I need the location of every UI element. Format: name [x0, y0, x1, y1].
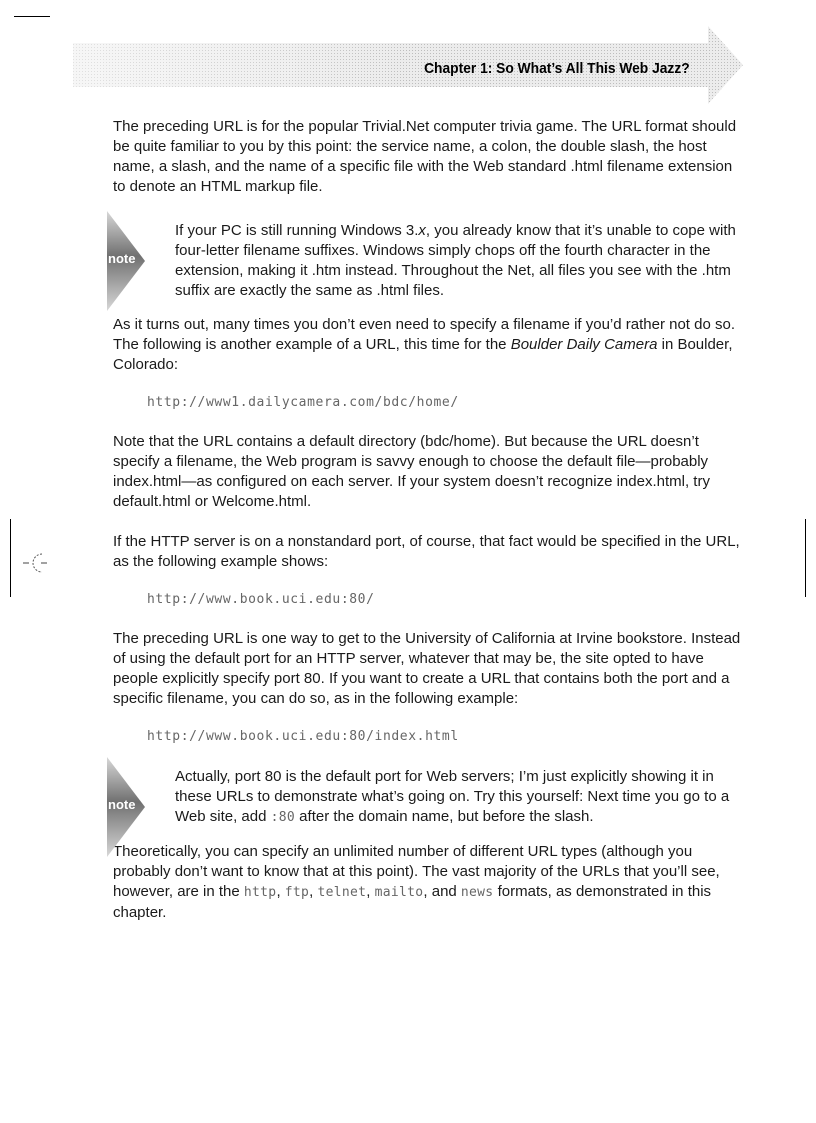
note-label: note — [108, 251, 136, 266]
paragraph — [113, 842, 743, 923]
margin-rule-right — [805, 519, 806, 597]
note-block — [108, 767, 743, 828]
paragraph: The preceding URL is one way to get to the University of California at Irvine bookstore. Instead of using the default port for an HTTP server, whatever that may be, the site opted to have people explicitly specify port 80. If you want to create a URL that contains both the port and a specific filename, you can do so, as in the following example: — [113, 630, 741, 707]
paragraph: Note that the URL contains a default directory (bdc/home). But because the URL doesn’t specify a filename, the Web program is savvy enough to choose the default file—probably index.html—as configured on each server. If your system doesn’t recognize index.html, try default.html or Welcome.html. — [113, 433, 710, 510]
code-example: http://www1.dailycamera.com/bdc/home/ — [147, 395, 459, 410]
inline-code: telnet — [317, 885, 367, 900]
registration-mark-icon — [22, 548, 48, 578]
paragraph-part: , — [276, 883, 285, 900]
note-block — [108, 221, 743, 301]
note-text — [175, 221, 743, 301]
chapter-header-banner — [73, 26, 743, 104]
note-text-part: If your PC is still running Windows 3. — [175, 222, 419, 239]
code-example: http://www.book.uci.edu:80/ — [147, 592, 375, 607]
paragraph-part: Theoretically, you can specify an unlimited number of different URL types (although you probably don’t want to know that at this point). The vast majority of the URLs that you’ll see, however, are in the — [113, 843, 720, 900]
inline-code: news — [460, 885, 494, 900]
note-text-part: Actually, port 80 is the default port for Web servers; I’m just explicitly showing it in these URLs to demonstrate what’s going on. Try this yourself: Next time you go to a Web site, add — [175, 768, 730, 825]
paragraph: The preceding URL is for the popular Trivial.Net computer trivia game. The URL format should be quite familiar to you by this point: the service name, a colon, the double slash, the host name, a slash, and the name of a specific file with the Web standard .html filename extension to denote an HTML markup file. — [113, 118, 737, 195]
inline-code: ftp — [284, 885, 310, 900]
note-text-italic: x — [418, 222, 426, 239]
paragraph: If the HTTP server is on a nonstandard port, of course, that fact would be specified in the URL, as the following example shows: — [113, 533, 740, 570]
paragraph-part: formats, as demonstrated in this chapter. — [113, 883, 712, 921]
note-text-part: , you already know that it’s unable to cope with four-letter filename suffixes. Windows simply chops off the fourth character in the extension, making it .htm instead. Throughout the Net, all files you see with the .htm suffix are exactly the same as .html files. — [175, 222, 736, 299]
paragraph-part: in Boulder, Colorado: — [113, 336, 733, 373]
inline-code: mailto — [374, 885, 424, 900]
paragraph — [113, 315, 743, 375]
inline-code: :80 — [270, 810, 296, 825]
crop-mark-top — [14, 16, 50, 17]
inline-code: http — [243, 885, 277, 900]
paragraph-part: , — [309, 883, 318, 900]
note-text-part: after the domain name, but before the slash. — [295, 808, 594, 825]
code-example: http://www.book.uci.edu:80/index.html — [147, 729, 459, 744]
paragraph-part: As it turns out, many times you don’t even need to specify a filename if you’d rather not do so. The following is another example of a URL, this time for the — [113, 316, 736, 353]
margin-rule-left — [10, 519, 11, 597]
paragraph-part: , and — [423, 883, 461, 900]
paragraph-part: , — [366, 883, 375, 900]
paragraph-italic: Boulder Daily Camera — [510, 336, 658, 353]
chapter-title: Chapter 1: So What’s All This Web Jazz? — [424, 60, 690, 77]
note-text — [175, 767, 743, 828]
note-label: note — [108, 797, 136, 812]
page-body — [108, 117, 743, 923]
